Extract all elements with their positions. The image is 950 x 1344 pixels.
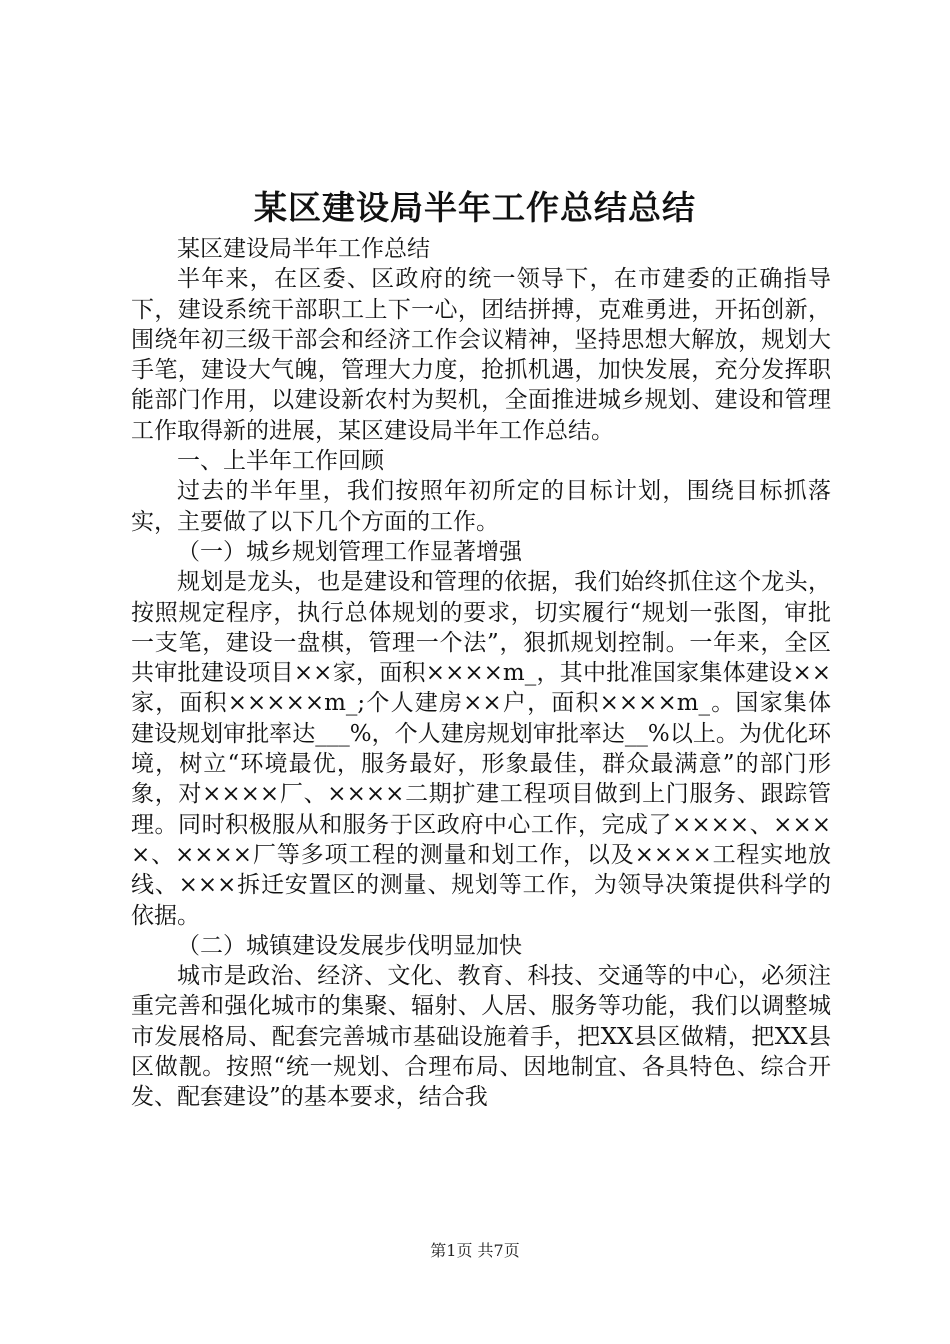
page-number: 第1页 共7页 [430,1241,520,1260]
section-intro-paragraph: 过去的半年里，我们按照年初所定的目标计划，围绕目标抓落实，主要做了以下几个方面的工作。 [131,478,831,535]
document-subtitle: 某区建设局半年工作总结 [177,236,430,262]
document-title: 某区建设局半年工作总结总结 [254,188,696,227]
construction-paragraph: 城市是政治、经济、文化、教育、科技、交通等的中心，必须注重完善和强化城市的集聚、辐射、人居、服务等功能，我们以调整城市发展格局、配套完善城市基础设施着手，把XX县区做精，把XX县区做靓。按照“统一规划、合理布局、因地制宜、各具特色、综合开发、配套建设”的基本要求，结合我 [131,963,831,1111]
section-heading-review: 一、上半年工作回顾 [177,448,384,475]
planning-paragraph: 规划是龙头，也是建设和管理的依据，我们始终抓住这个龙头，按照规定程序，执行总体规划的要求，切实履行“规划一张图，审批一支笔，建设一盘棋，管理一个法”，狠抓规划控制。一年来，全区共审批建设项目××家，面积××××m_，其中批准国家集体建设××家，面积×××××m_;个人建房××户，面积××××m_。国家集体建设规划审批率达___%，个人建房规划审批率达__%以上。为优化环境，树立“环境最优，服务最好，形象最佳，群众最满意”的部门形象，对××××厂、××××二期扩建工程项目做到上门服务、跟踪管理。同时积极服从和服务于区政府中心工作，完成了××××、××××、××××厂等多项工程的测量和划工作，以及××××工程实地放线、×××拆迁安置区的测量、规划等工作，为领导决策提供科学的依据。 [131,569,831,929]
subsection-heading-construction: （二）城镇建设发展步伐明显加快 [177,932,522,959]
subsection-heading-planning: （一）城乡规划管理工作显著增强 [177,538,522,565]
intro-paragraph: 半年来，在区委、区政府的统一领导下，在市建委的正确指导下，建设系统干部职工上下一心，团结拼搏，克难勇进，开拓创新，围绕年初三级干部会和经济工作会议精神，坚持思想大解放，规划大手笔，建设大气魄，管理大力度，抢抓机遇，加快发展，充分发挥职能部门作用，以建设新农村为契机，全面推进城乡规划、建设和管理工作取得新的进展，某区建设局半年工作总结。 [131,266,831,444]
document-body [131,234,831,1113]
